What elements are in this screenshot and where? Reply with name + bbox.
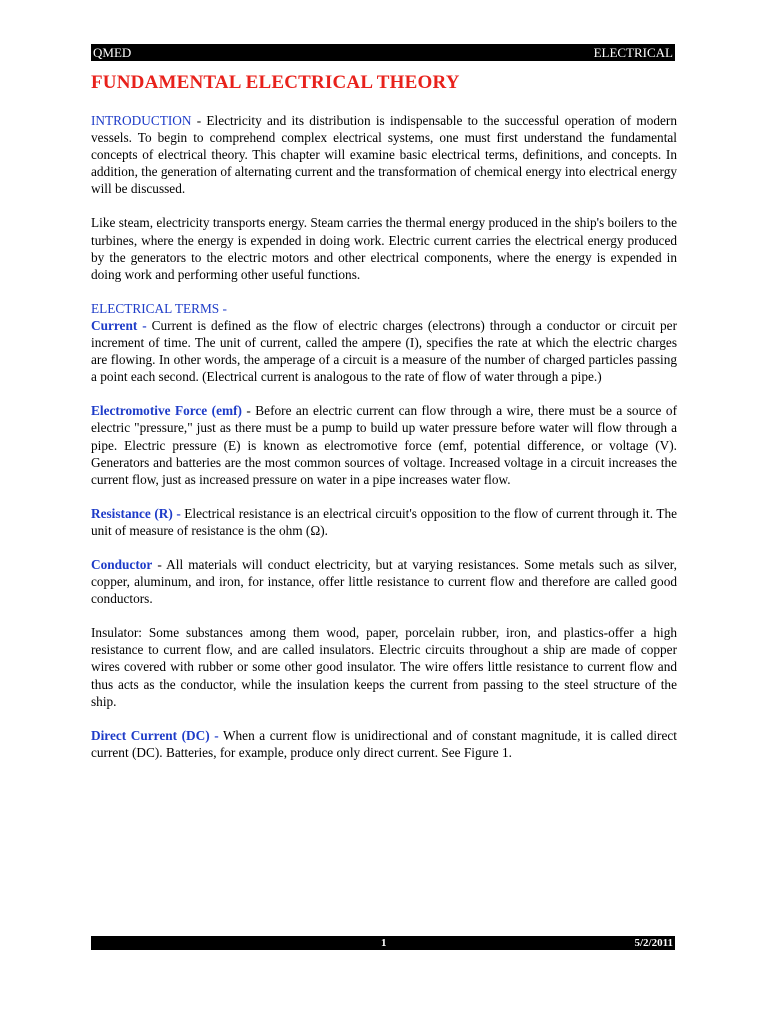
- current-text: Current is defined as the flow of electric charges (electrons) through a conductor or circuit per increment of time. The unit of current, called the ampere (I), specifies the rate at which the electric charges are flowing. In other words, the amperage of a circuit is a measure of the number of charged particles passing a point each second. (Electrical current is analogous to the rate of flow of water through a pipe.): [91, 317, 677, 385]
- resistance-paragraph: [91, 505, 677, 539]
- emf-text: - Before an electric current can flow through a wire, there must be a source of electric "pressure," just as there must be a pump to build up water pressure before water will flow through a pipe. Electric pressure (E) is known as electromotive force (emf, potential difference, or voltage (V). Generators and batteries are the most common sources of voltage. Increased voltage in a circuit increases the current flow, just as increased pressure on water in a pipe increases water flow.: [91, 403, 677, 487]
- insulator-paragraph: Insulator: Some substances among them wood, paper, porcelain rubber, iron, and plastics-offer a high resistance to current flow, and are called insulators. Electric circuits throughout a ship are made of copper wires covered with rubber or some other good insulator. The wire offers little resistance to current flow and thus acts as the conductor, while the insulation keeps the current from passing to the steel structure of the ship.: [91, 625, 677, 709]
- dc-text: When a current flow is unidirectional and of constant magnitude, it is called direct current (DC). Batteries, for example, produce only direct current. See Figure 1.: [91, 727, 677, 760]
- conductor-term: Conductor: [91, 556, 153, 572]
- resistance-term: Resistance (R) -: [91, 505, 181, 521]
- electrical-terms-heading: ELECTRICAL TERMS -: [91, 300, 227, 316]
- conductor-paragraph: [91, 556, 677, 607]
- document-title: FUNDAMENTAL ELECTRICAL THEORY: [91, 72, 460, 93]
- intro-term: INTRODUCTION: [91, 113, 192, 128]
- emf-term: Electromotive Force (emf): [91, 403, 242, 419]
- header-right-label: ELECTRICAL: [593, 45, 673, 60]
- emf-paragraph: [91, 402, 677, 487]
- header-left-label: QMED: [93, 45, 132, 60]
- page-footer: [91, 936, 675, 950]
- steam-paragraph: Like steam, electricity transports energy. Steam carries the thermal energy produced in the ship's boilers to the turbines, where the energy is expended in doing work. Electric current carries the electrical energy produced by the generators to the electric motors and other electrical components, where the energy is expended in doing work and performing other useful functions.: [91, 215, 677, 282]
- intro-paragraph: [91, 112, 677, 197]
- electrical-terms-section: [91, 300, 677, 385]
- conductor-text: - All materials will conduct electricity, but at varying resistances. Some metals such as silver, copper, aluminum, and iron, for instance, offer little resistance to current flow and therefore are called good conductors.: [91, 556, 677, 607]
- current-term: Current -: [91, 317, 147, 333]
- footer-date: 5/2/2011: [634, 937, 673, 949]
- document-body: [91, 112, 677, 778]
- page-header: [91, 44, 675, 61]
- resistance-text: Electrical resistance is an electrical circuit's opposition to the flow of current through it. The unit of measure of resistance is the ohm (Ω).: [91, 505, 678, 538]
- dc-paragraph: [91, 727, 677, 761]
- current-paragraph: [91, 317, 677, 385]
- intro-text: - Electricity and its distribution is indispensable to the successful operation of modern vessels. To begin to comprehend complex electrical systems, one must first understand the fundamental concepts of electrical theory. This chapter will examine basic electrical terms, definitions, and concepts. In addition, the generation of alternating current and the transformation of chemical energy into electrical energy will be discussed.: [91, 113, 677, 197]
- page-number: 1: [381, 937, 387, 949]
- dc-term: Direct Current (DC) -: [91, 727, 219, 743]
